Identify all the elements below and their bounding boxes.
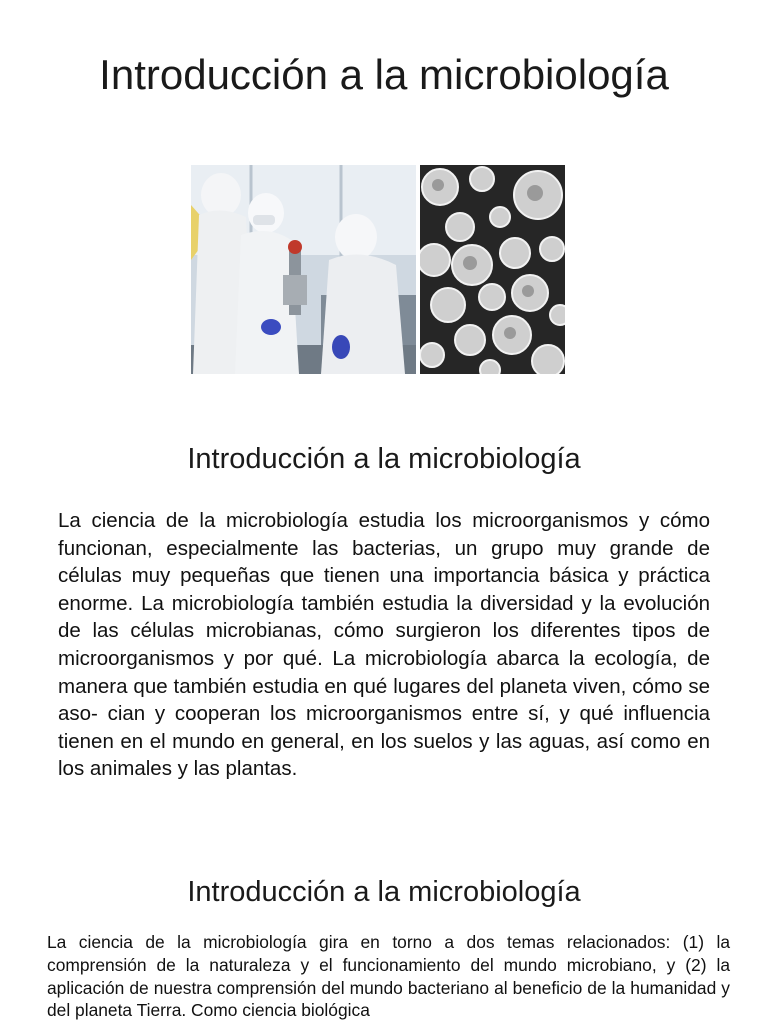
section-paragraph-1: La ciencia de la microbiología estudia los microorganismos y cómo funcionan, especialmente las bacterias, un grupo muy grande de células muy pequeñas que tienen una importancia básica y práctica enorme. La microbiología también estudia la diversidad y la evolución de las células microbianas, cómo surgieron los diferentes tipos de microorganismos y por qué. La microbiología abarca la ecología, de manera que también estudia en qué lugares del planeta viven, cómo se aso- cian y cooperan los microorganismos entre sí, y qué influencia tienen en el mundo en general, en los suelos y las aguas, así como en los animales y las plantas. [58,509,710,781]
section-paragraph-2: La ciencia de la microbiología gira en torno a dos temas relacionados: (1) la comprensión de la naturaleza y el funcionamiento del mundo microbiano, y (2) la aplicación de nuestra comprensión del mundo bacteriano al beneficio de la humanidad y del planeta Tierra. Como ciencia biológica [47,932,730,1021]
section-heading-1: Introducción a la microbiología [187,443,581,475]
header-images [191,165,565,374]
lab-researchers-photo [191,165,416,374]
bacteria-micrograph [420,165,565,374]
page-title: Introducción a la microbiología [99,51,669,98]
section-heading-2: Introducción a la microbiología [187,876,581,908]
